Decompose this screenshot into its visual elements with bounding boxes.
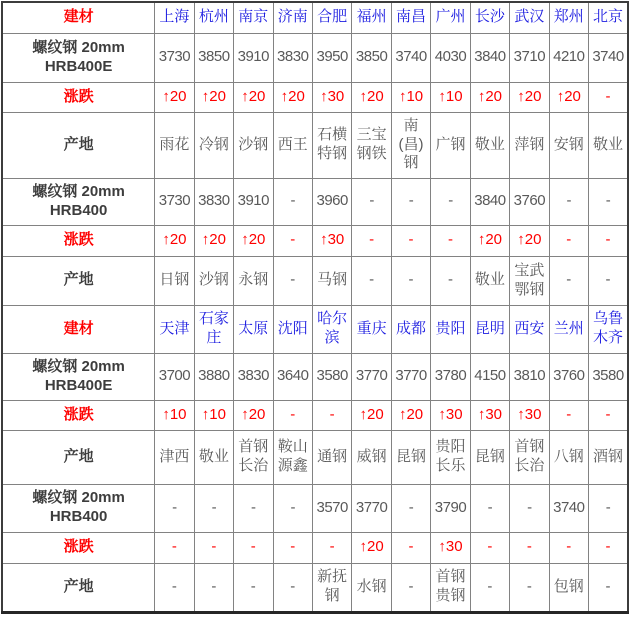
price-cell: 3950 xyxy=(312,33,351,82)
price-cell: 3790 xyxy=(431,484,470,532)
price-cell: 3910 xyxy=(234,178,273,225)
change-cell: - xyxy=(549,532,588,563)
table-row xyxy=(2,532,628,563)
price-cell: 3780 xyxy=(431,353,470,400)
origin-cell: 马钢 xyxy=(312,256,351,305)
change-cell: ↑20 xyxy=(352,400,391,430)
origin-cell: 威钢 xyxy=(352,430,391,484)
city-header-cell: 郑州 xyxy=(549,2,588,33)
origin-cell: 西王 xyxy=(273,112,312,178)
city-header-cell: 兰州 xyxy=(549,305,588,353)
change-cell: ↑30 xyxy=(431,400,470,430)
change-cell: ↑20 xyxy=(470,82,509,112)
price-cell: 3740 xyxy=(589,33,628,82)
table-row xyxy=(2,225,628,256)
origin-cell: 首钢长治 xyxy=(510,430,549,484)
origin-cell: - xyxy=(549,256,588,305)
material-header-label: 建材 xyxy=(2,2,155,33)
table-row xyxy=(2,484,628,532)
table-row xyxy=(2,305,628,353)
table-row xyxy=(2,2,628,33)
origin-cell: 日钢 xyxy=(155,256,194,305)
price-cell: - xyxy=(391,178,430,225)
change-cell: ↑30 xyxy=(510,400,549,430)
price-cell: - xyxy=(194,484,233,532)
change-cell: ↑20 xyxy=(510,82,549,112)
origin-cell: 敬业 xyxy=(470,256,509,305)
origin-cell: - xyxy=(589,563,628,612)
price-cell: 3810 xyxy=(510,353,549,400)
table-row xyxy=(2,112,628,178)
change-cell: ↑10 xyxy=(391,82,430,112)
origin-cell: 广钢 xyxy=(431,112,470,178)
city-header-cell: 重庆 xyxy=(352,305,391,353)
price-cell: 3760 xyxy=(510,178,549,225)
city-header-cell: 合肥 xyxy=(312,2,351,33)
city-header-cell: 福州 xyxy=(352,2,391,33)
city-header-cell: 上海 xyxy=(155,2,194,33)
change-cell: ↑20 xyxy=(273,82,312,112)
origin-cell: 雨花 xyxy=(155,112,194,178)
origin-cell: - xyxy=(234,563,273,612)
change-cell: ↑20 xyxy=(194,82,233,112)
price-cell: - xyxy=(549,178,588,225)
change-cell: ↑20 xyxy=(470,225,509,256)
row-label: 产地 xyxy=(2,256,155,305)
change-cell: ↑30 xyxy=(312,225,351,256)
price-cell: 3730 xyxy=(155,33,194,82)
origin-cell: - xyxy=(431,256,470,305)
origin-cell: 昆钢 xyxy=(391,430,430,484)
origin-cell: 津西 xyxy=(155,430,194,484)
row-label: 涨跌 xyxy=(2,82,155,112)
change-cell: ↑20 xyxy=(155,82,194,112)
price-cell: - xyxy=(510,484,549,532)
change-cell: ↑20 xyxy=(234,400,273,430)
origin-cell: 酒钢 xyxy=(589,430,628,484)
origin-cell: 萍钢 xyxy=(510,112,549,178)
price-cell: 3710 xyxy=(510,33,549,82)
price-cell: - xyxy=(273,178,312,225)
origin-cell: 首钢贵钢 xyxy=(431,563,470,612)
price-cell: 4030 xyxy=(431,33,470,82)
price-cell: - xyxy=(391,484,430,532)
origin-cell: 敬业 xyxy=(589,112,628,178)
change-cell: ↑10 xyxy=(155,400,194,430)
material-header-label: 建材 xyxy=(2,305,155,353)
price-cell: 3760 xyxy=(549,353,588,400)
change-cell: ↑20 xyxy=(549,82,588,112)
change-cell: - xyxy=(589,82,628,112)
origin-cell: - xyxy=(273,256,312,305)
origin-cell: 石横特钢 xyxy=(312,112,351,178)
origin-cell: 昆钢 xyxy=(470,430,509,484)
table-row xyxy=(2,256,628,305)
city-header-cell: 南昌 xyxy=(391,2,430,33)
city-header-cell: 杭州 xyxy=(194,2,233,33)
origin-cell: 水钢 xyxy=(352,563,391,612)
change-cell: ↑20 xyxy=(234,225,273,256)
origin-cell: - xyxy=(352,256,391,305)
origin-cell: - xyxy=(470,563,509,612)
row-label: 产地 xyxy=(2,430,155,484)
change-cell: - xyxy=(312,532,351,563)
change-cell: - xyxy=(391,532,430,563)
origin-cell: 通钢 xyxy=(312,430,351,484)
price-cell: 3770 xyxy=(352,353,391,400)
change-cell: ↑10 xyxy=(194,400,233,430)
city-header-cell: 石家庄 xyxy=(194,305,233,353)
change-cell: ↑10 xyxy=(431,82,470,112)
row-label: 螺纹钢 20mm HRB400E xyxy=(2,33,155,82)
price-cell: - xyxy=(352,178,391,225)
price-cell: - xyxy=(431,178,470,225)
price-cell: 3700 xyxy=(155,353,194,400)
price-cell: 3580 xyxy=(312,353,351,400)
price-cell: 4150 xyxy=(470,353,509,400)
price-cell: - xyxy=(155,484,194,532)
city-header-cell: 南京 xyxy=(234,2,273,33)
origin-cell: 冷钢 xyxy=(194,112,233,178)
city-header-cell: 哈尔滨 xyxy=(312,305,351,353)
change-cell: - xyxy=(312,400,351,430)
origin-cell: 新抚钢 xyxy=(312,563,351,612)
origin-cell: - xyxy=(589,256,628,305)
table-row xyxy=(2,353,628,400)
change-cell: - xyxy=(589,400,628,430)
change-cell: ↑20 xyxy=(155,225,194,256)
city-header-cell: 天津 xyxy=(155,305,194,353)
city-header-cell: 昆明 xyxy=(470,305,509,353)
origin-cell: 永钢 xyxy=(234,256,273,305)
change-cell: ↑20 xyxy=(194,225,233,256)
table-row xyxy=(2,563,628,612)
origin-cell: - xyxy=(391,563,430,612)
price-cell: 4210 xyxy=(549,33,588,82)
row-label: 螺纹钢 20mm HRB400 xyxy=(2,178,155,225)
change-cell: - xyxy=(589,225,628,256)
origin-cell: 包钢 xyxy=(549,563,588,612)
origin-cell: - xyxy=(391,256,430,305)
change-cell: - xyxy=(589,532,628,563)
change-cell: - xyxy=(273,532,312,563)
origin-cell: 鞍山源鑫 xyxy=(273,430,312,484)
row-label: 涨跌 xyxy=(2,225,155,256)
origin-cell: - xyxy=(273,563,312,612)
table-row xyxy=(2,400,628,430)
city-header-cell: 武汉 xyxy=(510,2,549,33)
city-header-cell: 北京 xyxy=(589,2,628,33)
change-cell: - xyxy=(549,400,588,430)
price-cell: 3730 xyxy=(155,178,194,225)
origin-cell: 敬业 xyxy=(194,430,233,484)
city-header-cell: 乌鲁木齐 xyxy=(589,305,628,353)
price-cell: 3570 xyxy=(312,484,351,532)
change-cell: - xyxy=(470,532,509,563)
city-header-cell: 成都 xyxy=(391,305,430,353)
city-header-cell: 贵阳 xyxy=(431,305,470,353)
row-label: 螺纹钢 20mm HRB400E xyxy=(2,353,155,400)
price-cell: 3740 xyxy=(391,33,430,82)
origin-cell: 宝武鄂钢 xyxy=(510,256,549,305)
change-cell: - xyxy=(510,532,549,563)
table-row xyxy=(2,178,628,225)
steel-price-table xyxy=(1,1,629,614)
city-header-cell: 长沙 xyxy=(470,2,509,33)
origin-cell: - xyxy=(510,563,549,612)
change-cell: ↑20 xyxy=(352,82,391,112)
origin-cell: 三宝钢铁 xyxy=(352,112,391,178)
city-header-cell: 太原 xyxy=(234,305,273,353)
origin-cell: 八钢 xyxy=(549,430,588,484)
price-cell: 3850 xyxy=(194,33,233,82)
price-cell: - xyxy=(234,484,273,532)
city-header-cell: 沈阳 xyxy=(273,305,312,353)
origin-cell: 贵阳长乐 xyxy=(431,430,470,484)
change-cell: - xyxy=(155,532,194,563)
origin-cell: 首钢长治 xyxy=(234,430,273,484)
city-header-cell: 广州 xyxy=(431,2,470,33)
change-cell: ↑20 xyxy=(234,82,273,112)
change-cell: ↑20 xyxy=(510,225,549,256)
change-cell: - xyxy=(194,532,233,563)
change-cell: - xyxy=(273,400,312,430)
change-cell: - xyxy=(549,225,588,256)
origin-cell: 沙钢 xyxy=(234,112,273,178)
change-cell: - xyxy=(352,225,391,256)
table-row xyxy=(2,33,628,82)
change-cell: ↑30 xyxy=(312,82,351,112)
change-cell: - xyxy=(273,225,312,256)
price-cell: 3640 xyxy=(273,353,312,400)
origin-cell: 南(昌)钢 xyxy=(391,112,430,178)
table-row xyxy=(2,82,628,112)
city-header-cell: 西安 xyxy=(510,305,549,353)
city-header-cell: 济南 xyxy=(273,2,312,33)
row-label: 涨跌 xyxy=(2,532,155,563)
price-cell: - xyxy=(470,484,509,532)
price-cell: 3840 xyxy=(470,33,509,82)
change-cell: - xyxy=(431,225,470,256)
price-cell: - xyxy=(589,484,628,532)
price-cell: 3960 xyxy=(312,178,351,225)
change-cell: - xyxy=(391,225,430,256)
change-cell: ↑30 xyxy=(470,400,509,430)
price-cell: 3830 xyxy=(234,353,273,400)
price-cell: 3880 xyxy=(194,353,233,400)
change-cell: ↑20 xyxy=(352,532,391,563)
table-row xyxy=(2,430,628,484)
origin-cell: - xyxy=(155,563,194,612)
row-label: 螺纹钢 20mm HRB400 xyxy=(2,484,155,532)
price-cell: 3580 xyxy=(589,353,628,400)
price-cell: - xyxy=(589,178,628,225)
row-label: 产地 xyxy=(2,112,155,178)
row-label: 涨跌 xyxy=(2,400,155,430)
change-cell: ↑30 xyxy=(431,532,470,563)
row-label: 产地 xyxy=(2,563,155,612)
origin-cell: - xyxy=(194,563,233,612)
price-cell: 3740 xyxy=(549,484,588,532)
price-cell: 3910 xyxy=(234,33,273,82)
origin-cell: 沙钢 xyxy=(194,256,233,305)
change-cell: - xyxy=(234,532,273,563)
origin-cell: 敬业 xyxy=(470,112,509,178)
price-cell: 3840 xyxy=(470,178,509,225)
change-cell: ↑20 xyxy=(391,400,430,430)
table-body xyxy=(2,2,628,612)
price-cell: 3850 xyxy=(352,33,391,82)
price-cell: 3830 xyxy=(194,178,233,225)
price-cell: 3830 xyxy=(273,33,312,82)
price-cell: - xyxy=(273,484,312,532)
price-cell: 3770 xyxy=(352,484,391,532)
price-cell: 3770 xyxy=(391,353,430,400)
origin-cell: 安钢 xyxy=(549,112,588,178)
